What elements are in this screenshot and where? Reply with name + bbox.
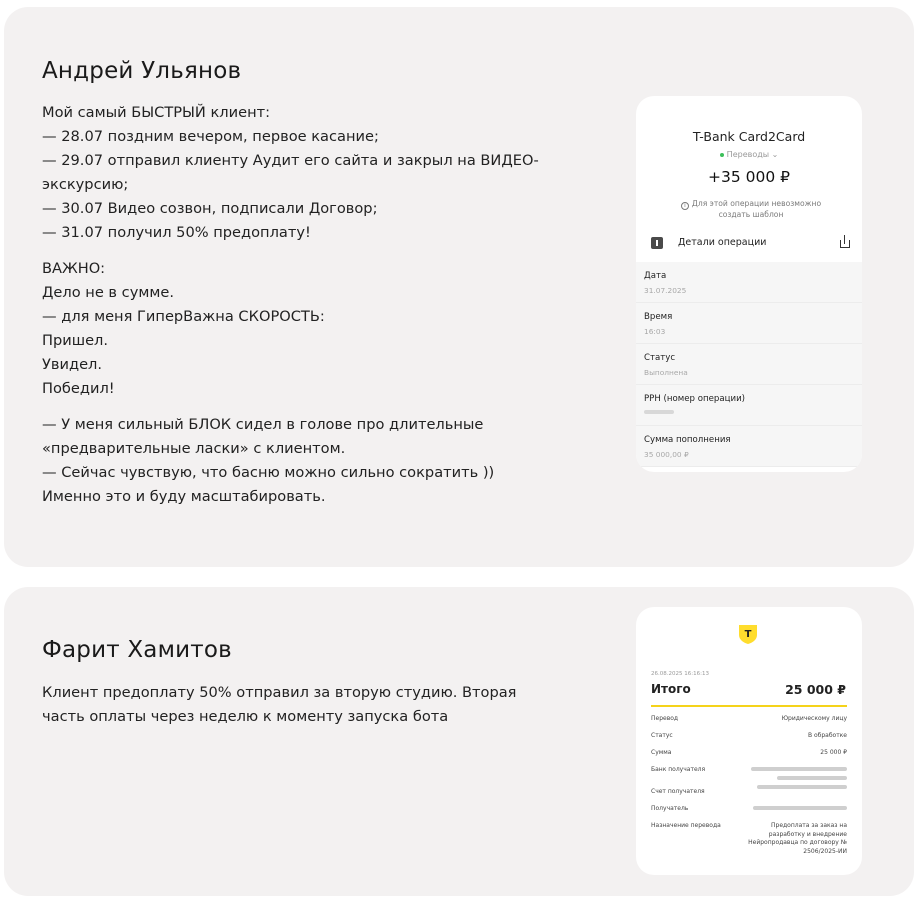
detail-value: 16:03 (644, 327, 666, 336)
detail-label: Время (644, 312, 673, 322)
author-name: Андрей Ульянов (42, 58, 242, 84)
receipt-datetime: 26.08.2025 16:16:13 (651, 671, 709, 677)
text-line: Клиент предоплату 50% отправил за вторую студию. Вторая (42, 684, 517, 701)
row-value: Предоплата за заказ на разработку и внедрение Нейропродавца по договору № 2506/2025-ИИ (748, 822, 847, 855)
testimonial-card-2 (4, 587, 914, 896)
row-label: Сумма (651, 749, 672, 756)
detail-value: 31.07.2025 (644, 286, 687, 295)
status-dot-icon (720, 153, 724, 157)
detail-row (636, 426, 862, 467)
logo-letter: T (744, 629, 752, 640)
redacted-value (757, 785, 847, 789)
row-value: В обработке (807, 732, 847, 739)
text-line: Именно это и буду масштабировать. (42, 488, 326, 505)
chevron-down-icon: ⌄ (771, 150, 779, 159)
receipt-row (651, 822, 847, 862)
detail-label: Статус (644, 353, 676, 363)
text-line: — для меня ГиперВажна СКОРОСТЬ: (42, 308, 325, 325)
receipt-row (651, 715, 847, 732)
receipt-rows (651, 715, 847, 862)
info-icon: i (681, 202, 689, 210)
text-line: Мой самый БЫСТРЫЙ клиент: (42, 104, 271, 121)
row-label: Назначение перевода (651, 822, 721, 829)
paragraph (42, 681, 582, 729)
details-header (636, 231, 862, 257)
text-line: — У меня сильный БЛОК сидел в голове про длительные (42, 416, 484, 433)
paragraph (42, 413, 602, 509)
receipt-category (636, 150, 862, 159)
testimonial-text (42, 101, 602, 521)
text-line: Дело не в сумме. (42, 284, 174, 301)
text-line: часть оплаты через неделю к моменту запуска бота (42, 708, 449, 725)
receipt-row (651, 805, 847, 822)
row-label: Получатель (651, 805, 689, 812)
details-list (636, 262, 862, 467)
author-name: Фарит Хамитов (42, 637, 232, 663)
text-line: Увидел. (42, 356, 103, 373)
text-line: — 29.07 отправил клиенту Аудит его сайта и закрыл на ВИДЕО- (42, 152, 539, 169)
text-line: — Сейчас чувствую, что басню можно сильно сократить )) (42, 464, 495, 481)
row-value: Юридическому лицу (781, 715, 847, 722)
divider (651, 705, 847, 707)
detail-row (636, 385, 862, 426)
receipt-amount: +35 000 ₽ (707, 168, 790, 186)
paragraph (42, 257, 602, 401)
testimonial-card-1 (4, 7, 914, 567)
receipt-row (651, 749, 847, 766)
payment-screenshot (636, 607, 862, 875)
text-line: «предварительные ласки» с клиентом. (42, 440, 346, 457)
detail-label: Сумма пополнения (644, 435, 731, 445)
text-line: — 30.07 Видео созвон, подписали Договор; (42, 200, 378, 217)
note-text: Для этой операции невозможно создать шаблон (691, 199, 822, 219)
row-label: Статус (651, 732, 673, 739)
text-line: — 31.07 получил 50% предоплату! (42, 224, 311, 241)
detail-row (636, 344, 862, 385)
receipt-row (651, 732, 847, 749)
detail-label: РРН (номер операции) (644, 394, 746, 404)
redacted-value (751, 767, 847, 771)
text-line: ВАЖНО: (42, 260, 106, 277)
redacted-value (777, 776, 847, 780)
redacted-value (644, 410, 674, 414)
total-label: Итого (651, 682, 691, 696)
document-icon (651, 237, 663, 249)
detail-row (636, 262, 862, 303)
details-label: Детали операции (678, 237, 767, 248)
detail-label: Дата (644, 271, 667, 281)
detail-value: 35 000,00 ₽ (644, 450, 689, 459)
receipt-title: T-Bank Card2Card (692, 129, 806, 144)
row-label: Банк получателя (651, 766, 706, 773)
text-line: Пришел. (42, 332, 109, 349)
row-label: Перевод (651, 715, 679, 722)
receipt-note (666, 199, 836, 220)
share-icon (840, 234, 850, 248)
payment-screenshot (636, 96, 862, 472)
row-value: 25 000 ₽ (820, 749, 847, 756)
detail-row (636, 303, 862, 344)
text-line: экскурсию; (42, 176, 129, 193)
receipt-row (651, 788, 847, 805)
category-label: Переводы (726, 150, 770, 159)
testimonial-text (42, 681, 582, 741)
detail-value: Выполнена (644, 368, 688, 377)
row-label: Счет получателя (651, 788, 705, 795)
text-line: — 28.07 поздним вечером, первое касание; (42, 128, 379, 145)
redacted-value (753, 806, 847, 810)
text-line: Победил! (42, 380, 115, 397)
total-value: 25 000 ₽ (785, 682, 846, 697)
paragraph (42, 101, 602, 245)
t-bank-logo (737, 623, 759, 645)
